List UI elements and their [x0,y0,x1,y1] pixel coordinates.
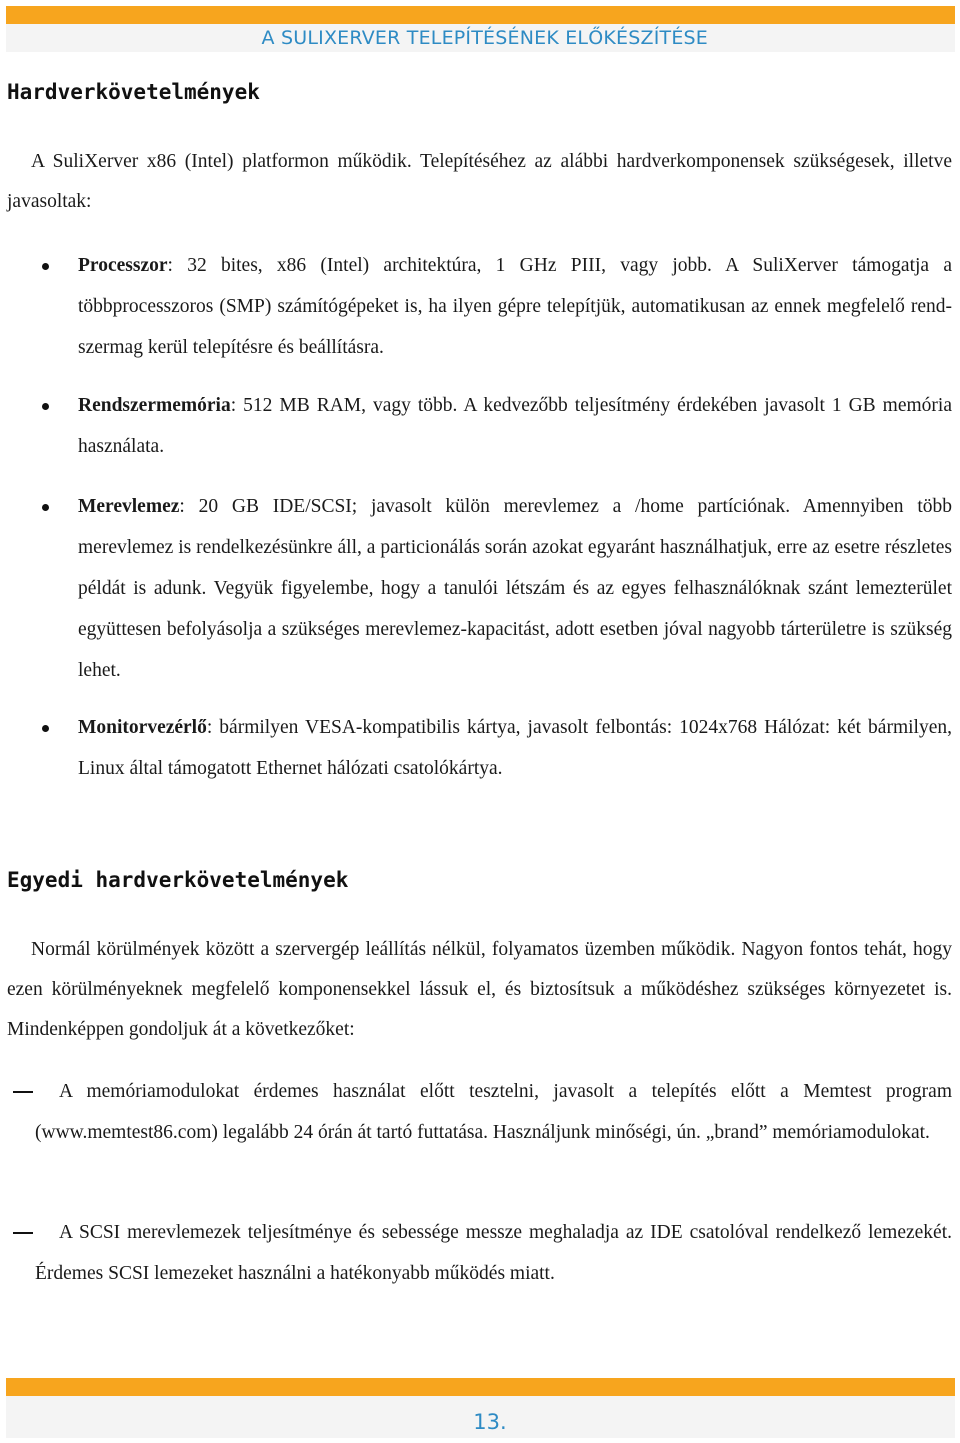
item-text: : 512 MB RAM, vagy több. A kedvezőbb teljesítmény érdekében javasolt 1 GB memória használata. [78,395,952,457]
custom-list-item: A memóriamodulokat érdemes használat előtt tesztelni, javasolt a telepítés előtt a Memtest program (www.memtest86.com) legalább 24 órán át tartó futtatása. Használjunk minőségi, ún. „brand” memóriamodulokat. [35,1081,952,1143]
item-term: Rendszermemória [78,395,231,416]
item-text: : 20 GB IDE/SCSI; javasolt külön merevlemez a /home partíciónak. Amennyiben több merevlemez is rendelkezésünkre áll, a particionálás során azokat egyaránt használhatjuk, erre az esetre részletes példát is adunk. Vegyük figyelembe, hogy a tanulói létszám és az egyes felhasználóknak szánt lemezterület együttesen befolyásolja a szükséges merevlemez-kapacitást, adott esetben jóval nagyobb tárterületre is szükség lehet. [78,496,952,681]
item-term: Merevlemez [78,496,180,517]
list-item-memoria [78,385,952,467]
bullet-icon [42,504,49,511]
bullet-icon [42,403,49,410]
section-heading-custom-hardware: Egyedi hardverkövetelmények [7,868,349,892]
item-text: : 32 bites, x86 (Intel) architektúra, 1 GHz PIII, vagy jobb. A SuliXerver támogatja a többprocesszoros (SMP) számítógépeket is, ha ilyen gépre telepítjük, automatikusan az ennek megfelelő rend-szermag kerül telepítésre és beállításra. [78,255,952,358]
bullet-icon [42,725,49,732]
footer-accent-bar [6,1378,955,1396]
list-item-merevlemez [78,486,952,691]
custom-list-item: A SCSI merevlemezek teljesítménye és sebessége messze meghaladja az IDE csatolóval rendelkező lemezekét. Érdemes SCSI lemezeket használni a hatékonyabb működés miatt. [35,1222,952,1284]
list-item-monitor [78,707,952,789]
intro-paragraph: A SuliXerver x86 (Intel) platformon működik. Telepítéséhez az alábbi hardverkomponensek szükségesek, illetve javasoltak: [7,151,952,212]
dash-bullet-icon [13,1232,33,1234]
item-term: Monitorvezérlő [78,717,207,738]
running-header: A SULIXERVER TELEPÍTÉSÉNEK ELŐKÉSZÍTÉSE [261,27,708,49]
dash-bullet-icon [13,1091,33,1093]
list-item-processzor [78,245,952,368]
item-term: Processzor [78,255,168,276]
header-accent-bar [6,6,955,24]
section-heading-hardware: Hardverkövetelmények [7,80,260,104]
bullet-icon [42,263,49,270]
item-text: : bármilyen VESA-kompatibilis kártya, javasolt felbontás: 1024x768 Hálózat: két bármilyen, Linux által támogatott Ethernet hálózati csatolókártya. [78,717,952,779]
custom-intro-paragraph: Normál körülmények között a szervergép leállítás nélkül, folyamatos üzemben működik. Nagyon fontos tehát, hogy ezen körülményeknek megfelelő komponensekkel lássuk el, és biztosítsuk a működéshez szükséges környezetet is. Mindenképpen gondoljuk át a következőket: [7,939,952,1040]
page-number: 13. [473,1410,507,1434]
